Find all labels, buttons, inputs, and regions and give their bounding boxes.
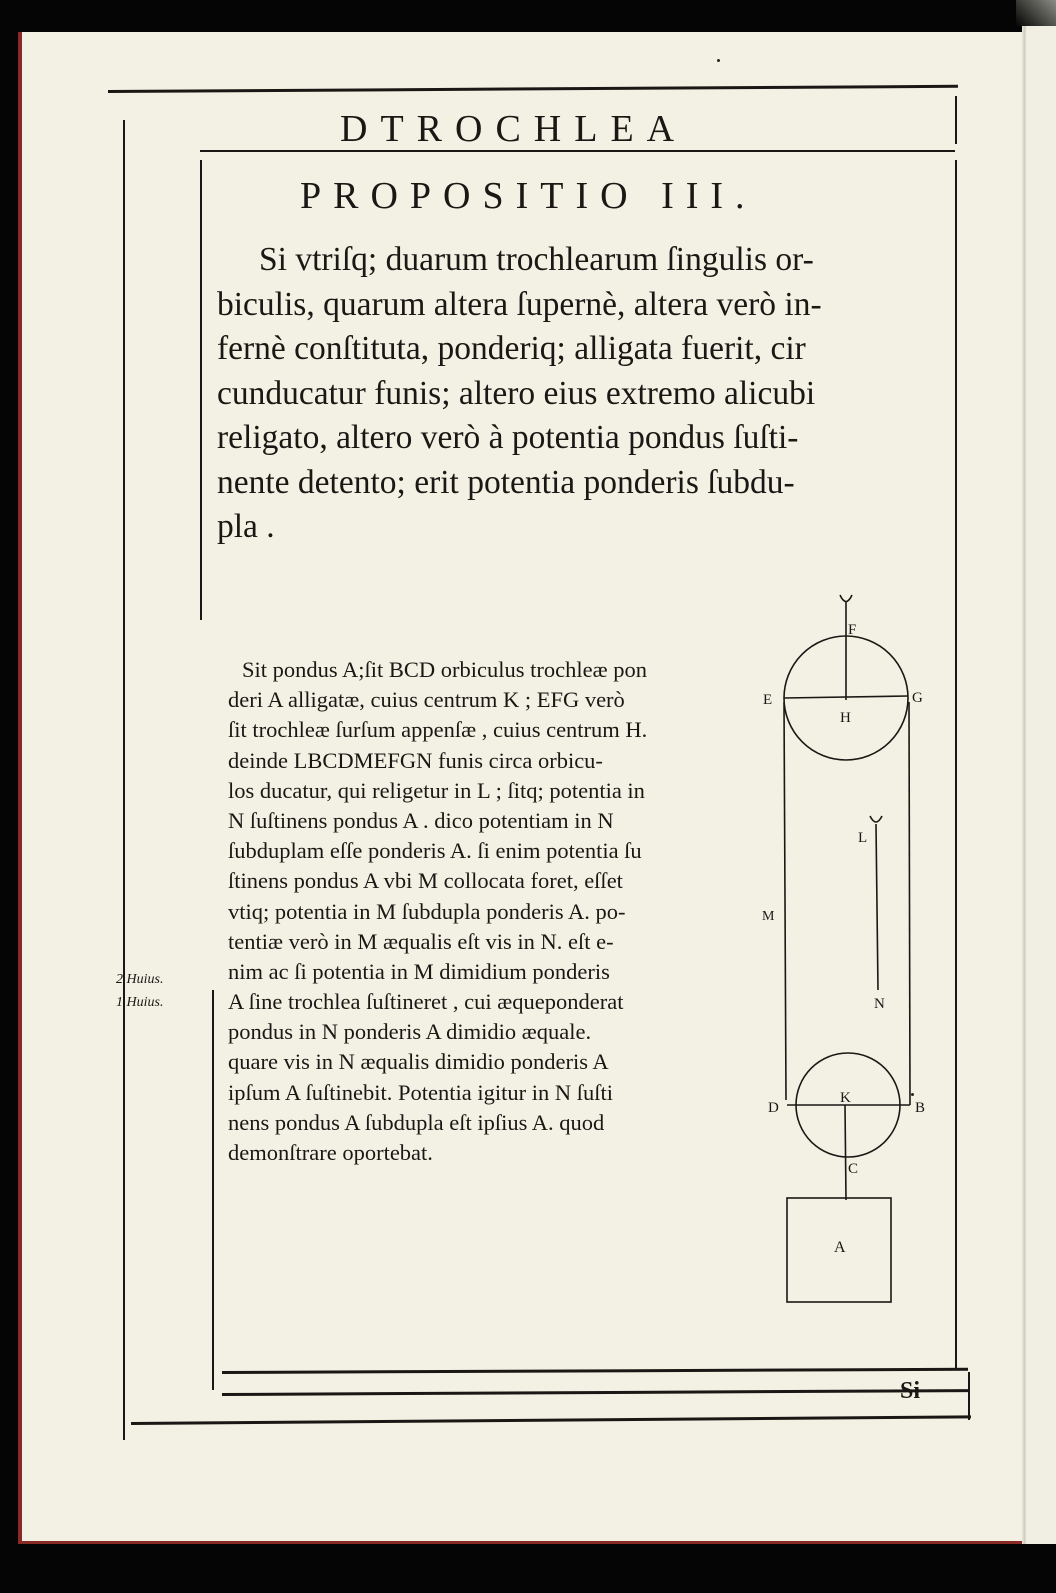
proof-line: ſubduplam eſſe ponderis A. ſi enim potentia ſu	[228, 838, 642, 864]
proof-line: nens pondus A ſubdupla eſt ipſius A. quod	[228, 1109, 605, 1135]
margin-note: 1 Huius.	[116, 995, 164, 1010]
proof-line: ſtinens pondus A vbi M collocata foret, eſſet	[228, 868, 623, 894]
proof-line: quare vis in N æqualis dimidio ponderis A	[228, 1049, 609, 1075]
hook-L-icon	[870, 816, 882, 822]
proof-line: demonſtrare oportebat.	[228, 1140, 433, 1165]
label-L: L	[858, 830, 868, 846]
proof-line: los ducatur, qui religetur in L ; ſitq; potentia in	[228, 777, 645, 803]
hook-top-icon	[840, 595, 852, 602]
pulley-diagram	[760, 590, 960, 1310]
enunciation-line: fernè conſtituta, ponderiq; alligata fuerit, cir	[217, 330, 806, 367]
proof-line: deinde LBCDMEFGN funis circa orbicu-	[228, 747, 603, 773]
margin-note: 2 Huius.	[116, 972, 164, 987]
proof-line: deri A alligatæ, cuius centrum K ; EFG verò	[228, 687, 625, 713]
lower-suspension-line	[845, 1105, 846, 1200]
text-frame-left	[200, 160, 202, 620]
label-N: N	[874, 996, 885, 1012]
margin-notes	[116, 968, 212, 1014]
label-K: K	[840, 1090, 851, 1106]
proof-line: tentiæ verò in M æqualis eſt vis in N. eſt e-	[228, 928, 614, 954]
enunciation-line: Si vtriſq; duarum trochlearum ſingulis or-	[259, 241, 814, 278]
corner-shadow	[1016, 0, 1056, 26]
proof-line: pondus in N ponderis A dimidio æquale.	[228, 1019, 592, 1045]
rope-right-G-B	[909, 702, 910, 1105]
enunciation-text	[217, 238, 957, 550]
label-A: A	[834, 1239, 846, 1256]
text-frame-left-lower	[212, 990, 214, 1390]
proposition-title: PROPOSITIO III.	[300, 175, 757, 217]
label-F: F	[848, 622, 857, 638]
proof-line: ſit trochleæ ſurſum appenſæ , cuius centrum H.	[228, 717, 648, 743]
label-H: H	[840, 710, 851, 726]
next-page-edge	[1022, 24, 1056, 1544]
outer-frame-right	[968, 1372, 970, 1420]
label-C: C	[848, 1161, 859, 1177]
ink-speck	[911, 1093, 914, 1096]
enunciation-line: nente detento; erit potentia ponderis ſubdu-	[217, 463, 795, 501]
catchword: Si	[900, 1378, 921, 1404]
enunciation-line: religato, altero verò à potentia pondus ſuſti-	[217, 419, 799, 456]
proof-line: A ſine trochlea ſuſtineret , cui æqueponderat	[228, 989, 624, 1015]
enunciation-line: biculis, quarum altera ſupernè, altera verò in-	[217, 285, 822, 323]
label-E: E	[763, 692, 773, 708]
proof-line: ipſum A ſuſtinebit. Potentia igitur in N ſuſti	[228, 1079, 614, 1105]
upper-diameter-EG	[784, 696, 908, 698]
proof-line: nim ac ſi potentia in M dimidium ponderis	[228, 958, 610, 984]
ink-speck	[717, 59, 720, 62]
outer-frame-left	[123, 120, 125, 1440]
proof-text	[228, 655, 758, 1168]
enunciation-line: pla .	[217, 508, 275, 545]
rope-left-EM-D	[784, 702, 786, 1100]
proof-line: Sit pondus A;ſit BCD orbiculus trochleæ pon	[242, 657, 648, 682]
rope-L-N	[876, 824, 878, 990]
label-G: G	[912, 690, 923, 706]
label-D: D	[768, 1100, 779, 1116]
proof-line: N ſuſtinens pondus A . dico potentiam in N	[228, 807, 614, 833]
label-M: M	[762, 909, 775, 924]
header-right-rule	[955, 96, 957, 144]
enunciation-line: cunducatur funis; altero eius extremo alicubi	[217, 374, 816, 412]
proof-line: vtiq; potentia in M ſubdupla ponderis A. po-	[228, 898, 626, 924]
running-head: DTROCHLEA	[340, 108, 688, 150]
label-B: B	[915, 1100, 926, 1116]
